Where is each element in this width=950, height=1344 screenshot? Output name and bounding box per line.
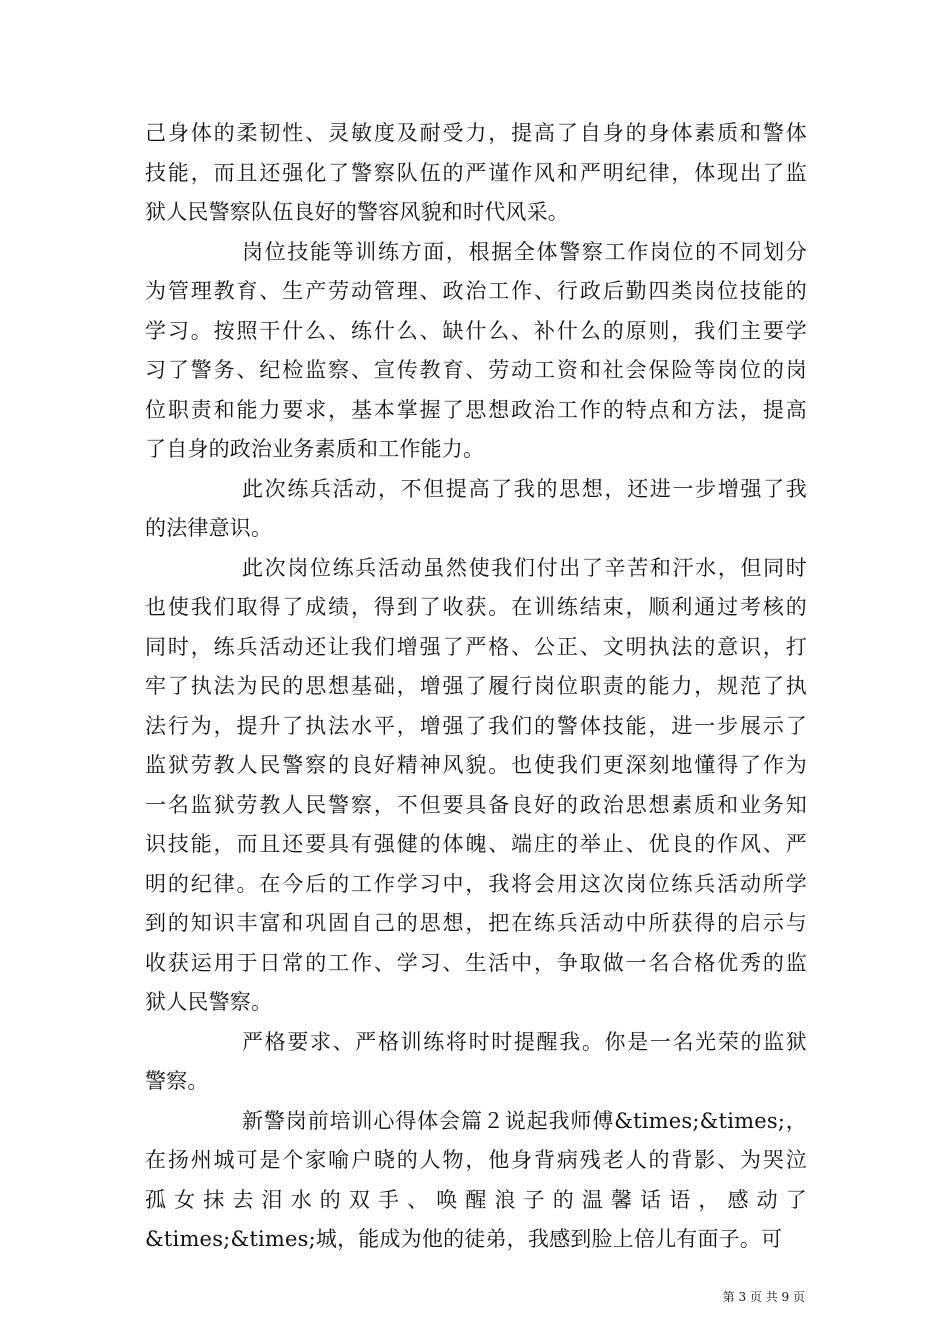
text-line: 孤女抹去泪水的双手、唤醒浪子的温馨话语，感动了 xyxy=(145,1187,807,1212)
paragraph xyxy=(145,114,807,233)
paragraph xyxy=(145,233,807,470)
text-line: 监狱劳教人民警察的良好精神风貌。也使我们更深刻地懂得了作为 xyxy=(145,753,807,777)
text-line: 同时，练兵活动还让我们增强了严格、公正、文明执法的意识，打 xyxy=(145,634,807,659)
text-line: 此次岗位练兵活动虽然使我们付出了辛苦和汗水，但同时 xyxy=(242,555,807,580)
text-line: 明的纪律。在今后的工作学习中，我将会用这次岗位练兵活动所学 xyxy=(145,871,807,896)
text-line: 学习。按照干什么、练什么、缺什么、补什么的原则，我们主要学 xyxy=(145,318,807,343)
document-body xyxy=(145,114,807,1260)
text-line: 在扬州城可是个家喻户晓的人物，他身背病残老人的背影、为哭泣 xyxy=(145,1148,807,1172)
text-line: &times;&times;城，能成为他的徒弟，我感到脸上倍儿有面子。可 xyxy=(145,1227,783,1251)
text-line: 一名监狱劳教人民警察，不但要具备良好的政治思想素质和业务知 xyxy=(145,792,807,817)
text-line: 警察。 xyxy=(145,1069,209,1093)
text-line: 严格要求、严格训练将时时提醒我。你是一名光荣的监狱 xyxy=(242,1029,807,1054)
text-line: 岗位技能等训练方面，根据全体警察工作岗位的不同划分 xyxy=(242,239,807,264)
text-line: 也使我们取得了成绩，得到了收获。在训练结束，顺利通过考核的 xyxy=(145,595,807,619)
paragraph xyxy=(145,1023,807,1102)
paragraph xyxy=(145,1102,807,1260)
text-line: 新警岗前培训心得体会篇２说起我师傅&times;&times;， xyxy=(242,1108,807,1133)
text-line: 位职责和能力要求，基本掌握了思想政治工作的特点和方法，提高 xyxy=(145,397,807,422)
text-line: 了自身的政治业务素质和工作能力。 xyxy=(145,437,485,461)
text-line: 此次练兵活动，不但提高了我的思想，还进一步增强了我 xyxy=(242,476,807,501)
text-line: 技能，而且还强化了警察队伍的严谨作风和严明纪律，体现出了监 xyxy=(145,160,807,185)
text-line: 法行为，提升了执法水平，增强了我们的警体技能，进一步展示了 xyxy=(145,713,807,738)
text-line: 狱人民警察。 xyxy=(145,990,273,1014)
paragraph xyxy=(145,549,807,1023)
text-line: 为管理教育、生产劳动管理、政治工作、行政后勤四类岗位技能的 xyxy=(145,279,807,303)
text-line: 己身体的柔韧性、灵敏度及耐受力，提高了自身的身体素质和警体 xyxy=(145,121,807,145)
text-line: 到的知识丰富和巩固自己的思想，把在练兵活动中所获得的启示与 xyxy=(145,911,807,935)
text-line: 牢了执法为民的思想基础，增强了履行岗位职责的能力，规范了执 xyxy=(145,674,807,698)
text-line: 的法律意识。 xyxy=(145,516,273,540)
paragraph xyxy=(145,470,807,549)
text-line: 识技能，而且还要具有强健的体魄、端庄的举止、优良的作风、严 xyxy=(145,832,807,856)
text-line: 狱人民警察队伍良好的警容风貌和时代风采。 xyxy=(145,200,569,224)
text-line: 收获运用于日常的工作、学习、生活中，争取做一名合格优秀的监 xyxy=(145,950,807,975)
text-line: 习了警务、纪检监察、宣传教育、劳动工资和社会保险等岗位的岗 xyxy=(145,358,807,382)
page-footer: 第 3 页 共 9 页 xyxy=(722,1290,805,1304)
